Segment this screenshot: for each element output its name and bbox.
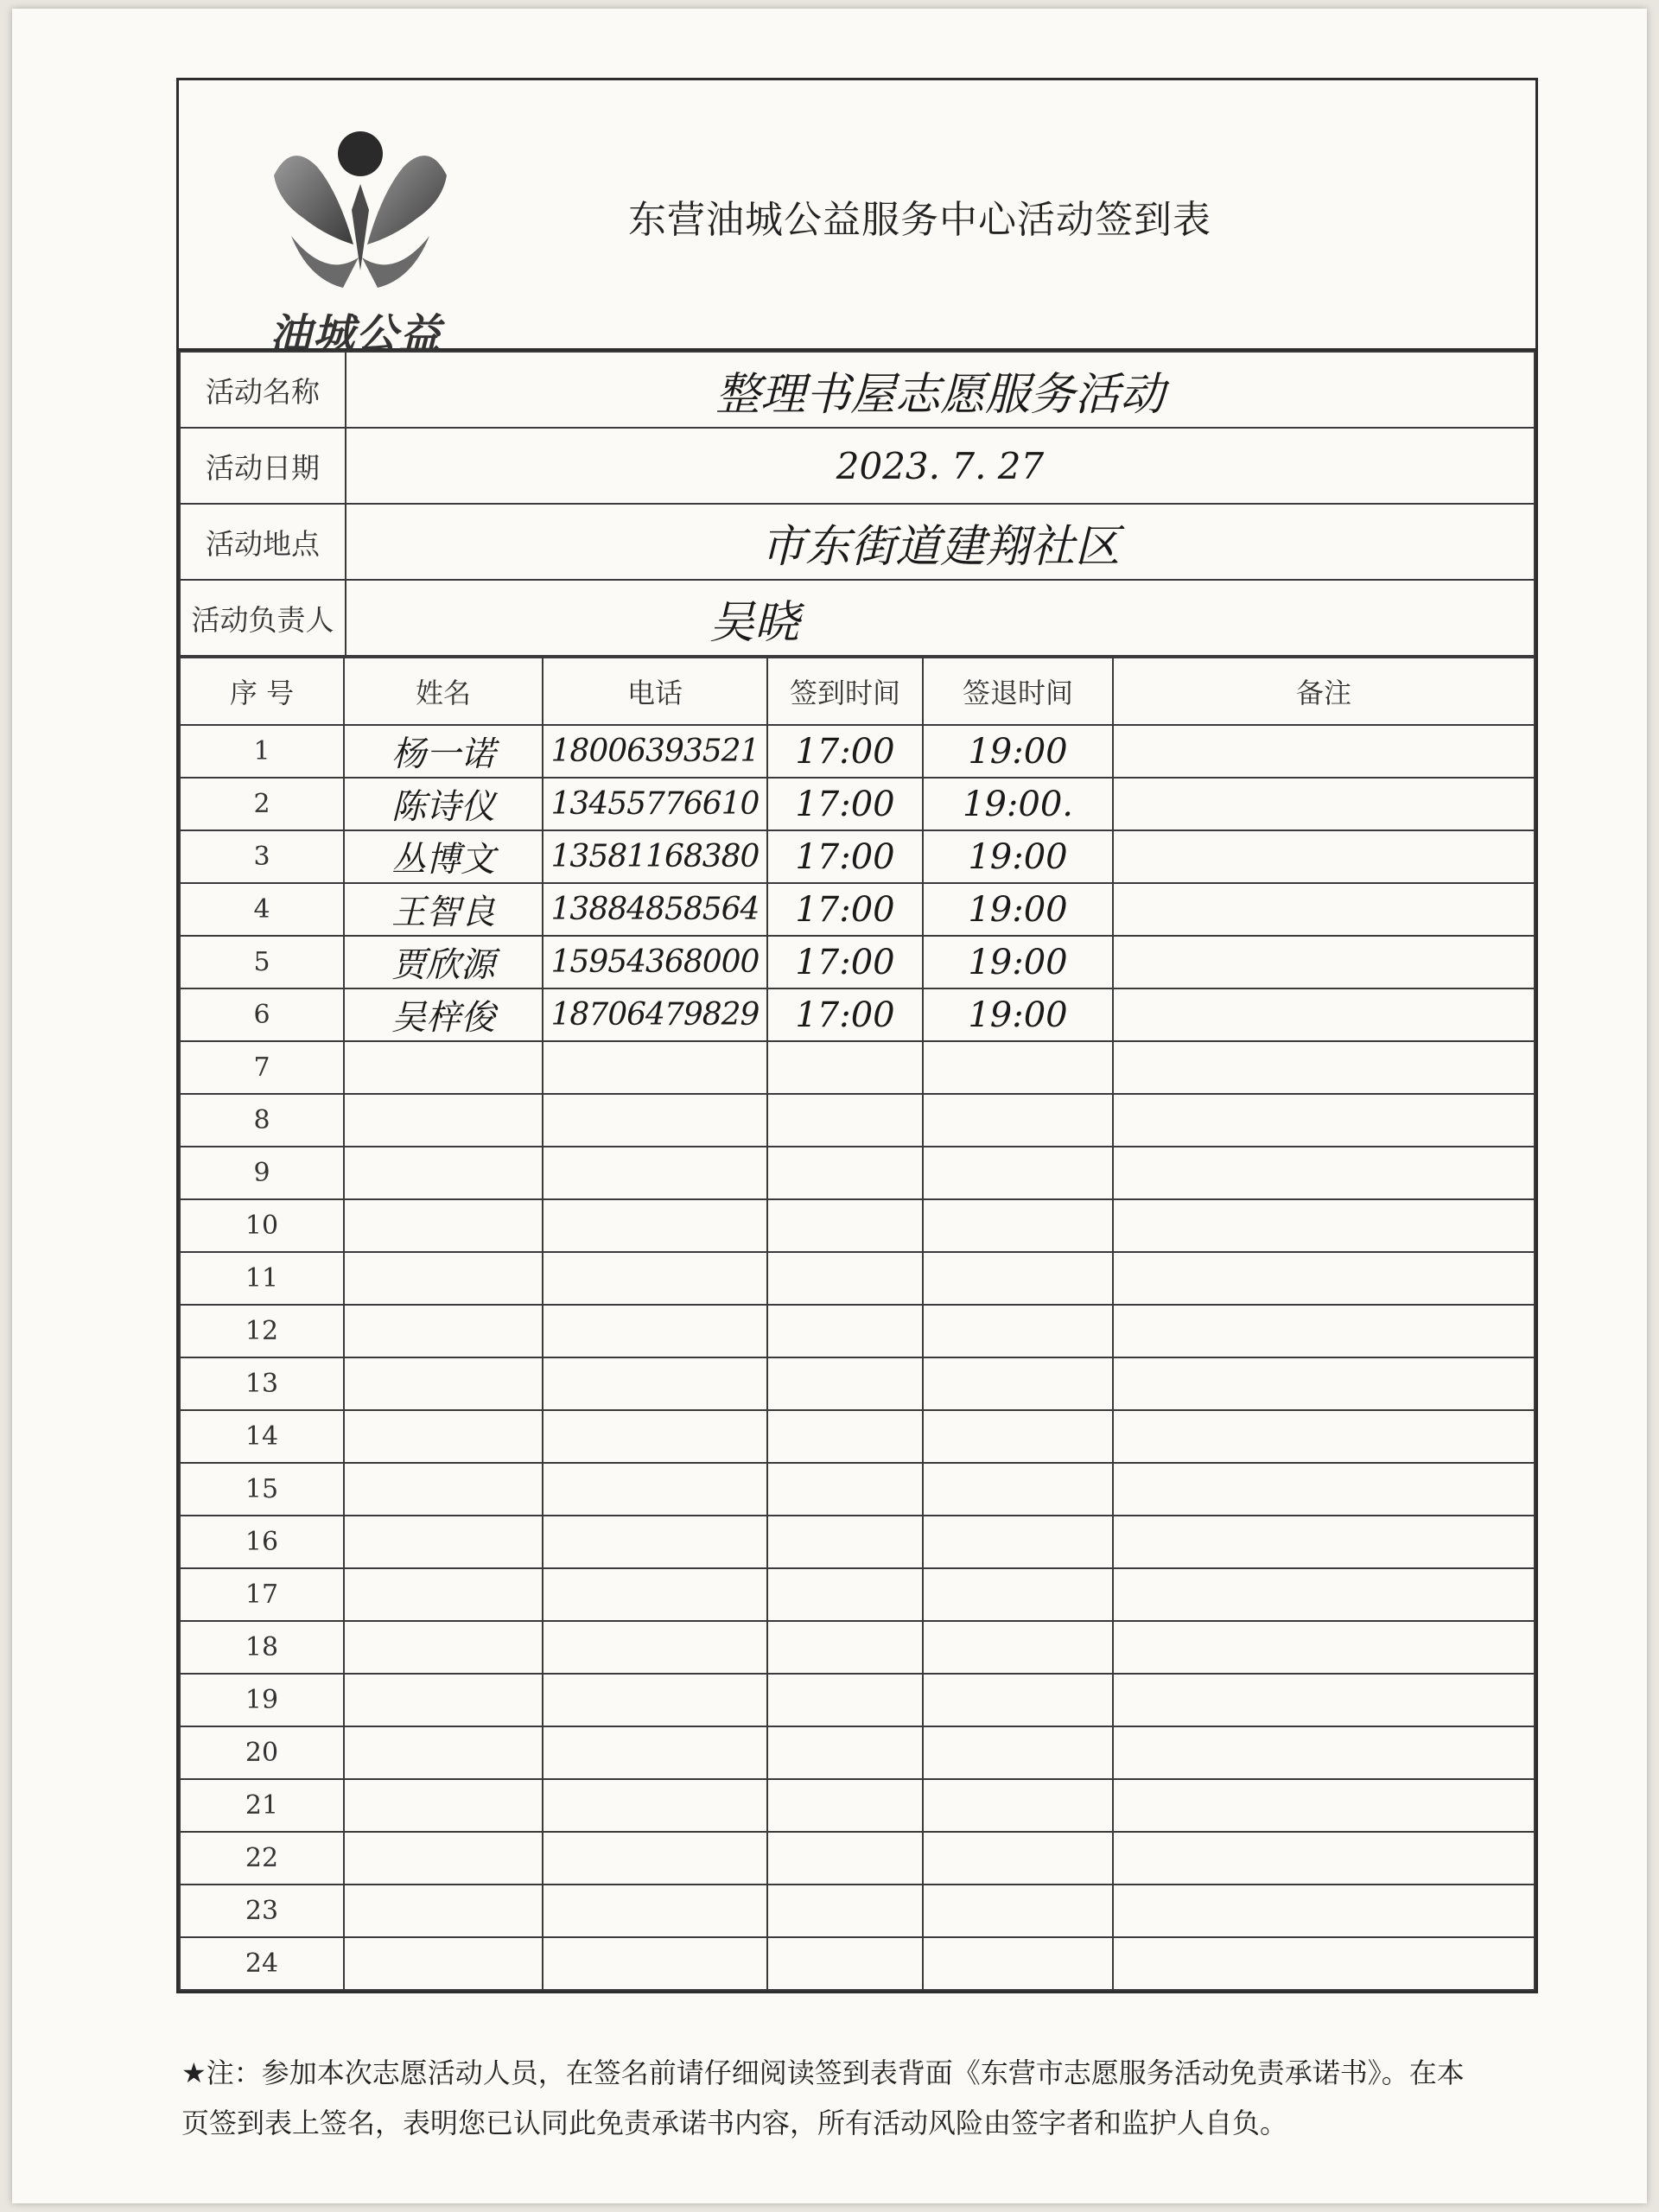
row-sign-out — [923, 1357, 1113, 1410]
row-number: 3 — [180, 830, 344, 883]
row-sign-in — [767, 1463, 923, 1516]
row-phone: 18006393521 — [543, 725, 767, 778]
row-sign-in — [767, 1516, 923, 1568]
row-name — [344, 1885, 543, 1937]
row-sign-in: 17:00 — [767, 988, 923, 1041]
row-number: 20 — [180, 1726, 344, 1779]
row-sign-out: 19:00 — [923, 936, 1113, 988]
row-remarks — [1113, 1568, 1535, 1621]
row-remarks — [1113, 1937, 1535, 1990]
row-remarks — [1113, 1779, 1535, 1832]
row-name: 陈诗仪 — [344, 778, 543, 830]
row-phone — [543, 1885, 767, 1937]
row-sign-out: 19:00 — [923, 883, 1113, 936]
table-row — [180, 1357, 1535, 1410]
table-row — [180, 1410, 1535, 1463]
table-row — [180, 1779, 1535, 1832]
row-sign-out — [923, 1885, 1113, 1937]
row-sign-in: 17:00 — [767, 778, 923, 830]
row-remarks — [1113, 1832, 1535, 1885]
info-row-location — [180, 504, 1535, 580]
row-remarks — [1113, 725, 1535, 778]
row-name — [344, 1094, 543, 1147]
row-name — [344, 1779, 543, 1832]
row-sign-out — [923, 1621, 1113, 1674]
row-sign-in — [767, 1094, 923, 1147]
activity-location-label: 活动地点 — [180, 504, 346, 580]
row-name: 吴梓俊 — [344, 988, 543, 1041]
activity-info-table — [179, 351, 1535, 657]
row-sign-in: 17:00 — [767, 725, 923, 778]
row-sign-out — [923, 1516, 1113, 1568]
row-sign-out — [923, 1463, 1113, 1516]
row-phone — [543, 1041, 767, 1094]
row-name — [344, 1832, 543, 1885]
activity-leader-label: 活动负责人 — [180, 580, 346, 656]
row-remarks — [1113, 830, 1535, 883]
row-name: 杨一诺 — [344, 725, 543, 778]
row-phone — [543, 1147, 767, 1199]
row-name — [344, 1568, 543, 1621]
row-sign-in — [767, 1410, 923, 1463]
row-remarks — [1113, 778, 1535, 830]
table-row — [180, 1041, 1535, 1094]
table-row — [180, 1252, 1535, 1305]
row-name — [344, 1726, 543, 1779]
table-row — [180, 1621, 1535, 1674]
row-name — [344, 1410, 543, 1463]
form-title: 东营油城公益服务中心活动签到表 — [628, 198, 1211, 242]
row-remarks — [1113, 1463, 1535, 1516]
row-number: 6 — [180, 988, 344, 1041]
row-remarks — [1113, 1516, 1535, 1568]
row-sign-in — [767, 1779, 923, 1832]
row-name — [344, 1516, 543, 1568]
row-number: 4 — [180, 883, 344, 936]
row-name — [344, 1463, 543, 1516]
row-sign-in — [767, 1357, 923, 1410]
info-row-leader — [180, 580, 1535, 656]
table-row — [180, 1726, 1535, 1779]
row-sign-in — [767, 1832, 923, 1885]
logo-text: 油城公益 — [270, 310, 443, 359]
row-sign-in: 17:00 — [767, 936, 923, 988]
row-remarks — [1113, 1410, 1535, 1463]
row-remarks — [1113, 1147, 1535, 1199]
table-row — [180, 1199, 1535, 1252]
row-name — [344, 1937, 543, 1990]
row-name: 丛博文 — [344, 830, 543, 883]
table-row — [180, 1516, 1535, 1568]
row-phone: 13581168380 — [543, 830, 767, 883]
row-sign-out — [923, 1305, 1113, 1357]
row-remarks — [1113, 1199, 1535, 1252]
row-phone — [543, 1516, 767, 1568]
row-remarks — [1113, 936, 1535, 988]
table-row — [180, 1094, 1535, 1147]
row-remarks — [1113, 1885, 1535, 1937]
row-sign-out — [923, 1252, 1113, 1305]
row-number: 16 — [180, 1516, 344, 1568]
row-sign-in — [767, 1305, 923, 1357]
sign-in-form — [176, 78, 1538, 1993]
row-number: 9 — [180, 1147, 344, 1199]
row-remarks — [1113, 988, 1535, 1041]
row-sign-out — [923, 1199, 1113, 1252]
row-number: 24 — [180, 1937, 344, 1990]
row-phone: 13884858564 — [543, 883, 767, 936]
row-sign-in — [767, 1568, 923, 1621]
row-name: 贾欣源 — [344, 936, 543, 988]
row-number: 10 — [180, 1199, 344, 1252]
row-sign-out: 19:00 — [923, 988, 1113, 1041]
row-sign-out — [923, 1410, 1113, 1463]
paper-sheet — [12, 9, 1647, 2203]
row-remarks — [1113, 1674, 1535, 1726]
row-name — [344, 1357, 543, 1410]
row-sign-in — [767, 1252, 923, 1305]
table-row — [180, 1147, 1535, 1199]
row-phone — [543, 1199, 767, 1252]
row-remarks — [1113, 1305, 1535, 1357]
row-phone — [543, 1410, 767, 1463]
form-header — [179, 80, 1535, 359]
activity-leader-value: 吴晓 — [346, 580, 1535, 656]
row-number: 23 — [180, 1885, 344, 1937]
row-number: 21 — [180, 1779, 344, 1832]
row-phone: 15954368000 — [543, 936, 767, 988]
table-row — [180, 1305, 1535, 1357]
row-number: 7 — [180, 1041, 344, 1094]
row-remarks — [1113, 1357, 1535, 1410]
attendance-header-row — [180, 658, 1535, 725]
row-phone — [543, 1463, 767, 1516]
row-remarks — [1113, 1726, 1535, 1779]
table-row — [180, 778, 1535, 830]
row-number: 18 — [180, 1621, 344, 1674]
row-sign-in: 17:00 — [767, 883, 923, 936]
row-sign-out — [923, 1094, 1113, 1147]
disclaimer-note: ★注：参加本次志愿活动人员，在签名前请仔细阅读签到表背面《东营市志愿服务活动免责承诺书》。在本页签到表上签名，表明您已认同此免责承诺书内容，所有活动风险由签字者和监护人自负。 — [181, 2056, 1465, 2139]
row-phone — [543, 1252, 767, 1305]
row-number: 22 — [180, 1832, 344, 1885]
row-sign-in — [767, 1937, 923, 1990]
row-phone: 13455776610 — [543, 778, 767, 830]
row-sign-out — [923, 1832, 1113, 1885]
row-sign-in — [767, 1621, 923, 1674]
row-sign-in: 17:00 — [767, 830, 923, 883]
col-header-sign-in-time: 签到时间 — [767, 658, 923, 725]
row-sign-in — [767, 1674, 923, 1726]
col-header-remarks: 备注 — [1113, 658, 1535, 725]
col-header-number: 序 号 — [180, 658, 344, 725]
row-number: 17 — [180, 1568, 344, 1621]
activity-location-value: 市东街道建翔社区 — [346, 504, 1535, 580]
row-name — [344, 1305, 543, 1357]
activity-date-label: 活动日期 — [180, 428, 346, 504]
row-sign-out — [923, 1937, 1113, 1990]
row-sign-out — [923, 1568, 1113, 1621]
row-remarks — [1113, 1252, 1535, 1305]
row-number: 19 — [180, 1674, 344, 1726]
info-row-date — [180, 428, 1535, 504]
row-phone — [543, 1357, 767, 1410]
row-phone — [543, 1621, 767, 1674]
table-row — [180, 725, 1535, 778]
row-number: 15 — [180, 1463, 344, 1516]
row-name — [344, 1147, 543, 1199]
row-sign-in — [767, 1726, 923, 1779]
row-sign-out — [923, 1041, 1113, 1094]
row-phone — [543, 1726, 767, 1779]
row-name — [344, 1621, 543, 1674]
row-sign-out — [923, 1726, 1113, 1779]
row-number: 8 — [180, 1094, 344, 1147]
table-row — [180, 936, 1535, 988]
row-name — [344, 1199, 543, 1252]
row-sign-out: 19:00 — [923, 725, 1113, 778]
table-row — [180, 1568, 1535, 1621]
table-row — [180, 1463, 1535, 1516]
row-sign-out — [923, 1674, 1113, 1726]
attendance-table — [179, 657, 1535, 1991]
row-phone — [543, 1674, 767, 1726]
row-number: 11 — [180, 1252, 344, 1305]
row-phone — [543, 1094, 767, 1147]
table-row — [180, 1885, 1535, 1937]
row-sign-out — [923, 1779, 1113, 1832]
table-row — [180, 883, 1535, 936]
row-number: 2 — [180, 778, 344, 830]
row-remarks — [1113, 883, 1535, 936]
row-sign-out: 19:00. — [923, 778, 1113, 830]
col-header-phone: 电话 — [543, 658, 767, 725]
row-number: 1 — [180, 725, 344, 778]
row-phone — [543, 1832, 767, 1885]
table-row — [180, 1832, 1535, 1885]
row-sign-out: 19:00 — [923, 830, 1113, 883]
info-row-name — [180, 352, 1535, 428]
activity-date-value: 2023. 7. 27 — [346, 428, 1535, 504]
row-name: 王智良 — [344, 883, 543, 936]
row-phone — [543, 1779, 767, 1832]
row-phone: 18706479829 — [543, 988, 767, 1041]
row-sign-in — [767, 1199, 923, 1252]
row-phone — [543, 1937, 767, 1990]
row-name — [344, 1674, 543, 1726]
charity-logo-icon — [257, 106, 464, 305]
table-row — [180, 988, 1535, 1041]
row-phone — [543, 1305, 767, 1357]
row-remarks — [1113, 1621, 1535, 1674]
table-row — [180, 1937, 1535, 1990]
row-sign-in — [767, 1041, 923, 1094]
row-sign-in — [767, 1147, 923, 1199]
row-number: 13 — [180, 1357, 344, 1410]
row-number: 5 — [180, 936, 344, 988]
activity-name-value: 整理书屋志愿服务活动 — [346, 352, 1535, 428]
table-row — [180, 830, 1535, 883]
col-header-name: 姓名 — [344, 658, 543, 725]
row-phone — [543, 1568, 767, 1621]
row-name — [344, 1041, 543, 1094]
col-header-sign-out-time: 签退时间 — [923, 658, 1113, 725]
row-number: 12 — [180, 1305, 344, 1357]
table-row — [180, 1674, 1535, 1726]
row-remarks — [1113, 1094, 1535, 1147]
row-sign-out — [923, 1147, 1113, 1199]
row-remarks — [1113, 1041, 1535, 1094]
row-sign-in — [767, 1885, 923, 1937]
row-number: 14 — [180, 1410, 344, 1463]
activity-name-label: 活动名称 — [180, 352, 346, 428]
row-name — [344, 1252, 543, 1305]
